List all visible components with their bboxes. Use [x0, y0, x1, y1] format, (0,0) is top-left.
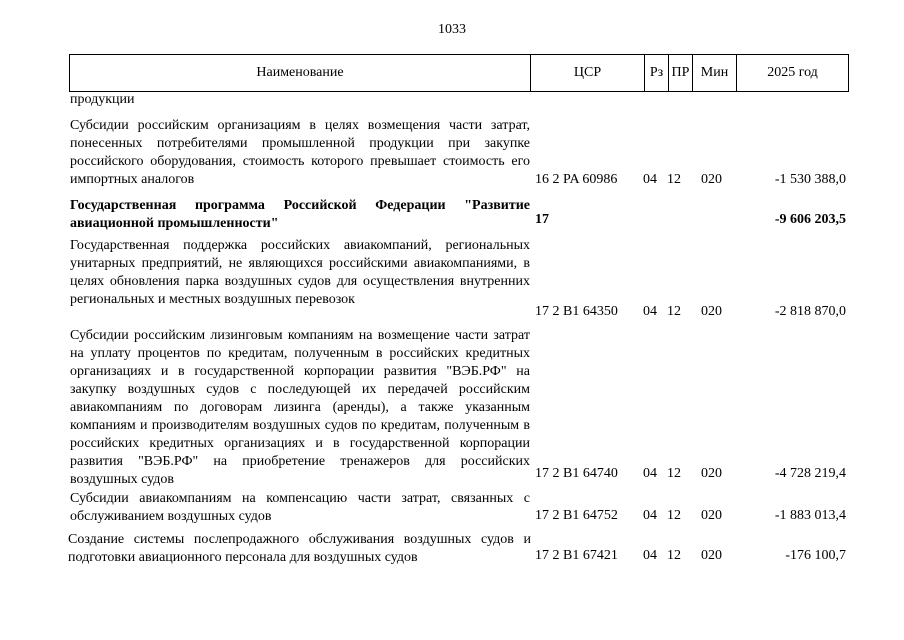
- row-5-name: Субсидии авиакомпаниям на компенсацию части затрат, связанных с обслуживанием воздушных судов: [70, 491, 530, 524]
- row-6-values: [0, 547, 904, 565]
- row-4-values: [0, 465, 904, 483]
- header-name: Наименование: [70, 55, 531, 91]
- row-3-csr: 17 2 B1 64350: [535, 304, 618, 319]
- row-5-csr: 17 2 B1 64752: [535, 508, 618, 523]
- row-4-rz: 04: [643, 466, 657, 481]
- row-1-rz: 04: [643, 172, 657, 187]
- row-5-amount: -1 883 013,4: [774, 508, 846, 523]
- row-6-amount: -176 100,7: [785, 548, 846, 563]
- row-3-pr: 12: [667, 304, 681, 319]
- row-1-amount: -1 530 388,0: [774, 172, 846, 187]
- row-6-name: Создание системы послепродажного обслуживания воздушных судов и подготовки авиационного персонала для воздушных судов: [68, 532, 531, 565]
- row-2-amount: -9 606 203,5: [774, 212, 846, 227]
- header-year: 2025 год: [767, 65, 818, 80]
- page-number: 1033: [438, 22, 466, 37]
- table-header: [69, 54, 849, 92]
- row-2-values: [0, 211, 904, 229]
- row-4-name: Субсидии российским лизинговым компаниям на возмещение части затрат на уплату процентов по кредитам, полученным в российских кредитных организациях и в государственной корпорации развития "ВЭБ.РФ" на закупку воздушных судов с последующей их передачей российским авиакомпаниям по договорам лизинга (аренды), а также указанным компаниям и производителям воздушных судов по кредитам, полученным в российских кредитных организациях и в государственной корпорации развития "ВЭБ.РФ" на приобретение тренажеров для российских воздушных судов: [70, 328, 530, 487]
- row-4-csr: 17 2 B1 64740: [535, 466, 618, 481]
- row-3-min: 020: [701, 304, 722, 319]
- row-6-rz: 04: [643, 548, 657, 563]
- row-4-pr: 12: [667, 466, 681, 481]
- row-1-values: [0, 171, 904, 189]
- row-6-pr: 12: [667, 548, 681, 563]
- row-2-csr: 17: [535, 212, 549, 227]
- row-3-rz: 04: [643, 304, 657, 319]
- row-0-name: продукции: [70, 92, 135, 107]
- row-4-min: 020: [701, 466, 722, 481]
- header-pr: ПР: [669, 55, 693, 91]
- row-5-pr: 12: [667, 508, 681, 523]
- row-1-min: 020: [701, 172, 722, 187]
- header-rz: Рз: [645, 55, 669, 91]
- row-2-name: Государственная программа Российской Федерации "Развитие авиационной промышленности": [70, 198, 530, 231]
- row-5-rz: 04: [643, 508, 657, 523]
- row-3-name: Государственная поддержка российских авиакомпаний, региональных унитарных предприятий, не являющихся российскими авиакомпаниями, в целях обновления парка воздушных судов для осуществления внутренних региональных и местных воздушных перевозок: [70, 238, 530, 307]
- row-3-values: [0, 303, 904, 321]
- row-1-name: Субсидии российским организациям в целях возмещения части затрат, понесенных потребителями промышленной продукции при закупке российского оборудования, стоимость которого превышает стоимость его импортных аналогов: [70, 118, 530, 187]
- header-csr: ЦСР: [531, 55, 645, 91]
- row-3-amount: -2 818 870,0: [774, 304, 846, 319]
- row-5-min: 020: [701, 508, 722, 523]
- row-4-amount: -4 728 219,4: [774, 466, 846, 481]
- header-min: Мин: [693, 55, 737, 91]
- row-6-csr: 17 2 B1 67421: [535, 548, 618, 563]
- row-1-csr: 16 2 PA 60986: [535, 172, 618, 187]
- row-6-min: 020: [701, 548, 722, 563]
- row-5-values: [0, 507, 904, 525]
- row-1-pr: 12: [667, 172, 681, 187]
